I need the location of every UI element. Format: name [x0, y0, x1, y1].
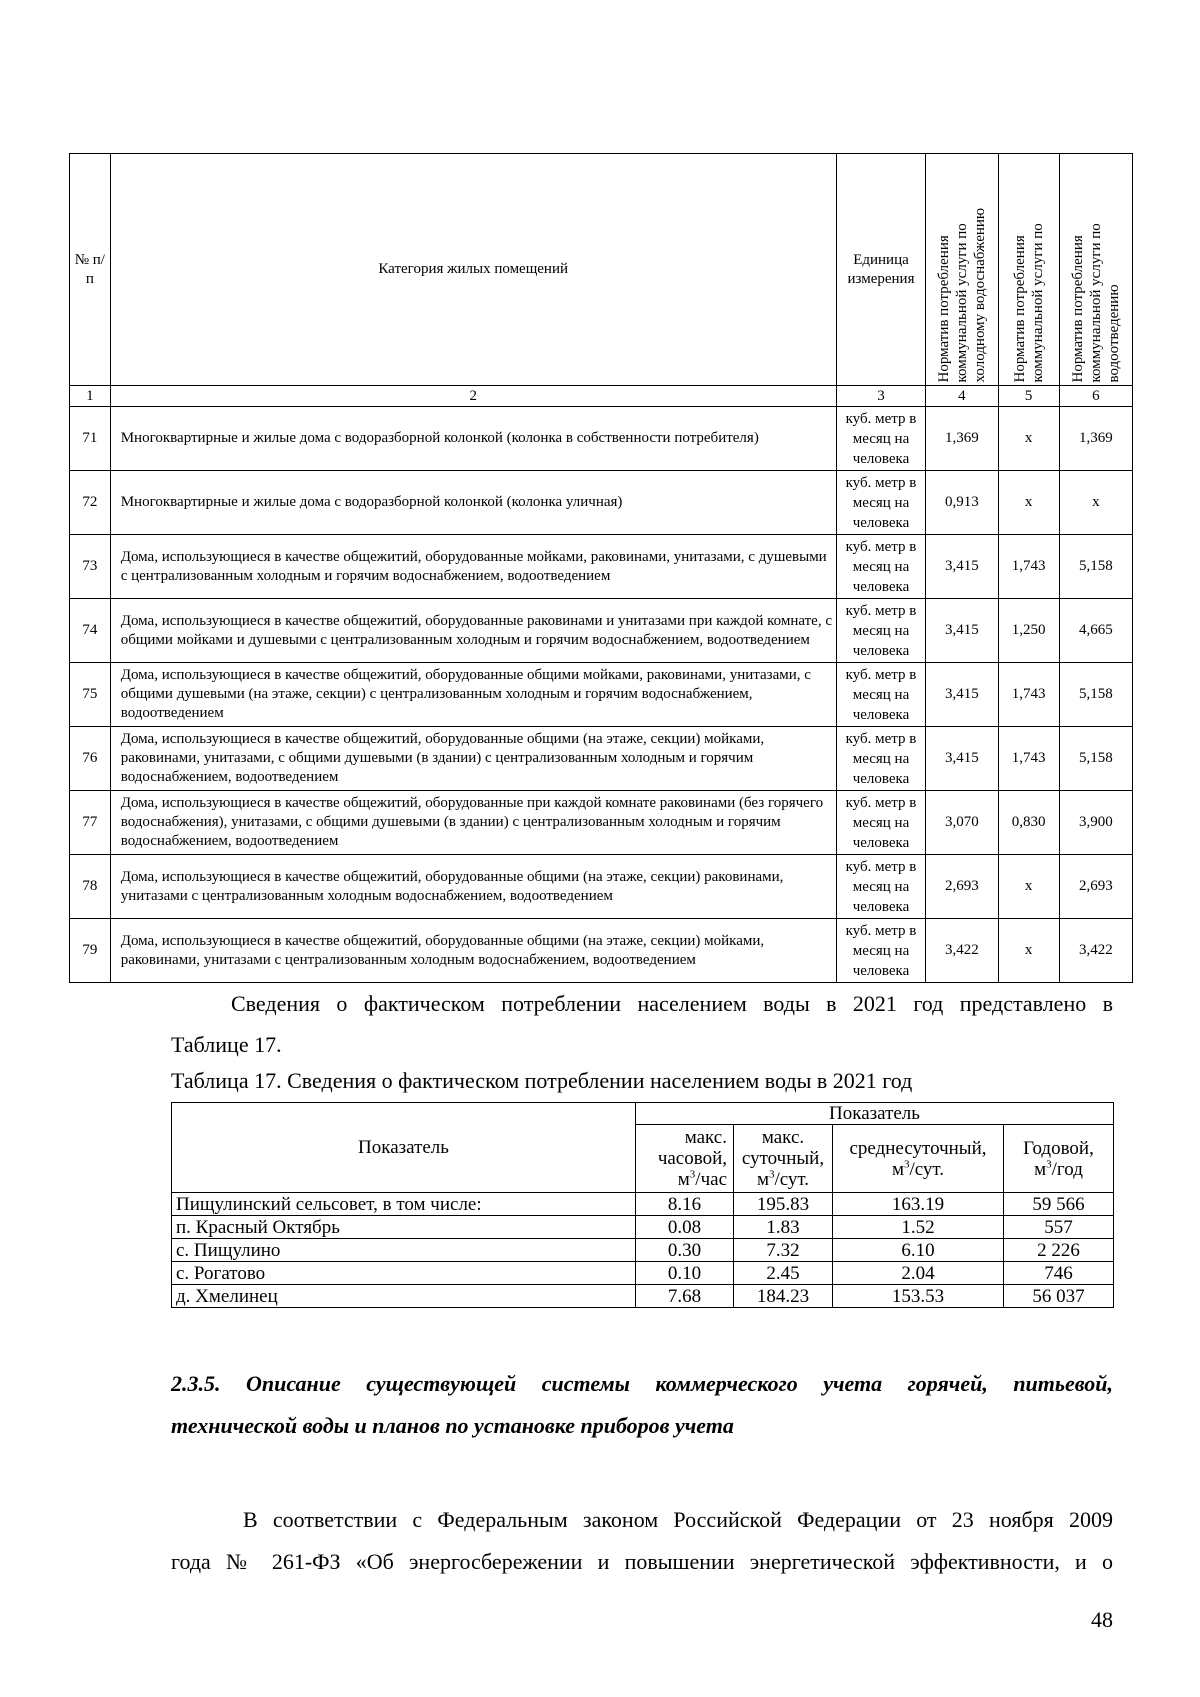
row-cold-water: 1,369: [926, 407, 998, 471]
header-hourly-exp: 3: [689, 1168, 696, 1181]
row-unit: куб. метр в месяц на человека: [836, 919, 926, 983]
row-hot-water: 1,743: [998, 663, 1059, 727]
row-unit: куб. метр в месяц на человека: [836, 471, 926, 535]
header-annual-per: /год: [1051, 1158, 1083, 1180]
norms-table-row: [70, 663, 1133, 727]
row-name: с. Пищулино: [172, 1239, 636, 1262]
row-category: Дома, использующиеся в качестве общежитий, оборудованные общими (на этаже, секции) мойками, раковинами, унитазами с централизованным холодным водоснабжением, водоотведением: [110, 919, 836, 983]
row-hourly: 8.16: [636, 1193, 734, 1216]
header-daily-max-per: /сут.: [774, 1169, 810, 1190]
header-daily-avg-per: /сут.: [909, 1158, 945, 1180]
norms-table-row: [70, 407, 1133, 471]
header-daily-max-label: макс. суточный,: [741, 1127, 825, 1169]
row-hot-water: 1,743: [998, 535, 1059, 599]
consumption-table-row: [172, 1262, 1114, 1285]
row-cold-water: 0,913: [926, 471, 998, 535]
header-cold-water-text: Норматив потребления коммунальной услуги по холодному водоснабжению: [935, 207, 988, 382]
row-category: Дома, использующиеся в качестве общежитий, оборудованные при каждой комнате раковинами (без горячего водоснабжения), унитазами, с общими душевыми (в здании) с централизованным холодным и горячим водоснабжением, водоотведением: [110, 791, 836, 855]
row-daily-max: 184.23: [734, 1285, 833, 1308]
header-daily-avg-exp: 3: [903, 1158, 910, 1171]
header-hourly-per: /час: [695, 1169, 727, 1190]
consumption-header-row: [172, 1103, 1114, 1125]
column-number: 4: [926, 386, 998, 407]
header-daily-avg: [833, 1125, 1004, 1193]
header-hourly-label: макс. часовой,: [657, 1127, 727, 1169]
section-heading-line2: технической воды и планов по установке приборов учета: [171, 1413, 734, 1438]
table17-caption: Таблица 17. Сведения о фактическом потреблении населением воды в 2021 год: [171, 1068, 913, 1093]
body-text-line2: года № 261-ФЗ «Об энергосбережении и повышении энергетической эффективности, и о: [171, 1549, 1113, 1574]
row-hot-water: 1,250: [998, 599, 1059, 663]
row-daily-avg: 153.53: [833, 1285, 1004, 1308]
header-daily-max-unit: м: [756, 1169, 769, 1190]
row-cold-water: 3,415: [926, 599, 998, 663]
row-hot-water: x: [998, 919, 1059, 983]
row-hourly: 0.30: [636, 1239, 734, 1262]
row-category: Дома, использующиеся в качестве общежитий, оборудованные раковинами и унитазами при каждой комнате, с общими мойками и душевыми с централизованным холодным и горячим водоснабжением, водоотведением: [110, 599, 836, 663]
header-hot-water: [998, 154, 1059, 386]
row-name: Пищулинский сельсовет, в том числе:: [172, 1193, 636, 1216]
header-num: № п/п: [70, 154, 111, 386]
row-drainage: 2,693: [1059, 855, 1132, 919]
row-annual: 557: [1004, 1216, 1114, 1239]
header-cold-water: [926, 154, 998, 386]
norms-table-row: [70, 535, 1133, 599]
row-daily-avg: 163.19: [833, 1193, 1004, 1216]
norms-table: [69, 153, 1133, 983]
row-daily-avg: 2.04: [833, 1262, 1004, 1285]
consumption-table: [171, 1102, 1114, 1308]
header-indicator-group: Показатель: [636, 1103, 1114, 1125]
row-number: 77: [70, 791, 111, 855]
row-unit: куб. метр в месяц на человека: [836, 791, 926, 855]
row-hourly: 0.10: [636, 1262, 734, 1285]
column-number: 3: [836, 386, 926, 407]
norms-table-row: [70, 919, 1133, 983]
header-annual: [1004, 1125, 1114, 1193]
row-hourly: 0.08: [636, 1216, 734, 1239]
column-number: 2: [110, 386, 836, 407]
header-category: Категория жилых помещений: [110, 154, 836, 386]
intro-text-line1: Сведения о фактическом потреблении населением воды в 2021 год представлено в: [231, 991, 1113, 1016]
column-number-row: [70, 386, 1133, 407]
header-drainage: [1059, 154, 1132, 386]
norms-table-row: [70, 727, 1133, 791]
row-drainage: 5,158: [1059, 535, 1132, 599]
row-category: Дома, использующиеся в качестве общежитий, оборудованные общими (на этаже, секции) раковинами, унитазами с централизованным холодным водоснабжением, водоотведением: [110, 855, 836, 919]
row-unit: куб. метр в месяц на человека: [836, 663, 926, 727]
header-unit: Единица измерения: [836, 154, 926, 386]
header-hot-water-text: Норматив потребления коммунальной услуги по: [1011, 222, 1046, 382]
header-annual-unit: м: [1034, 1158, 1047, 1180]
row-unit: куб. метр в месяц на человека: [836, 855, 926, 919]
row-number: 71: [70, 407, 111, 471]
row-annual: 59 566: [1004, 1193, 1114, 1216]
row-cold-water: 3,415: [926, 727, 998, 791]
consumption-table-row: [172, 1285, 1114, 1308]
row-unit: куб. метр в месяц на человека: [836, 727, 926, 791]
row-category: Дома, использующиеся в качестве общежитий, оборудованные общими (на этаже, секции) мойками, раковинами, унитазами, с общими душевыми (в здании) с централизованным холодным и горячим водоснабжением, водоотведением: [110, 727, 836, 791]
row-drainage: 3,900: [1059, 791, 1132, 855]
row-unit: куб. метр в месяц на человека: [836, 535, 926, 599]
row-drainage: 1,369: [1059, 407, 1132, 471]
header-daily-avg-label: среднесуточный,: [849, 1137, 987, 1159]
norms-table-row: [70, 471, 1133, 535]
header-drainage-text: Норматив потребления коммунальной услуги по водоотведению: [1069, 222, 1122, 382]
row-daily-avg: 6.10: [833, 1239, 1004, 1262]
row-drainage: 5,158: [1059, 727, 1132, 791]
intro-text-line2: Таблице 17.: [171, 1032, 282, 1057]
row-number: 79: [70, 919, 111, 983]
consumption-table-row: [172, 1239, 1114, 1262]
row-cold-water: 2,693: [926, 855, 998, 919]
row-hot-water: 0,830: [998, 791, 1059, 855]
consumption-table-row: [172, 1193, 1114, 1216]
header-hourly-unit: м: [677, 1169, 690, 1190]
row-unit: куб. метр в месяц на человека: [836, 599, 926, 663]
row-category: Многоквартирные и жилые дома с водоразборной колонкой (колонка в собственности потребителя): [110, 407, 836, 471]
header-daily-max-exp: 3: [768, 1168, 775, 1181]
row-hot-water: x: [998, 407, 1059, 471]
page-number: 48: [1091, 1607, 1113, 1632]
row-hot-water: 1,743: [998, 727, 1059, 791]
header-daily-avg-unit: м: [891, 1158, 904, 1180]
row-category: Дома, использующиеся в качестве общежитий, оборудованные мойками, раковинами, унитазами, с душевыми с централизованным холодным и горячим водоснабжением, водоотведением: [110, 535, 836, 599]
row-cold-water: 3,415: [926, 663, 998, 727]
row-cold-water: 3,070: [926, 791, 998, 855]
row-number: 75: [70, 663, 111, 727]
row-daily-max: 1.83: [734, 1216, 833, 1239]
header-daily-max: [734, 1125, 833, 1193]
header-hourly: [636, 1125, 734, 1193]
row-hot-water: x: [998, 471, 1059, 535]
body-text-line1: В соответствии с Федеральным законом Российской Федерации от 23 ноября 2009: [243, 1507, 1113, 1532]
row-hot-water: x: [998, 855, 1059, 919]
norms-header-row: [70, 154, 1133, 386]
row-cold-water: 3,415: [926, 535, 998, 599]
row-hourly: 7.68: [636, 1285, 734, 1308]
row-unit: куб. метр в месяц на человека: [836, 407, 926, 471]
row-name: д. Хмелинец: [172, 1285, 636, 1308]
row-drainage: 5,158: [1059, 663, 1132, 727]
header-indicator: Показатель: [172, 1103, 636, 1193]
row-drainage: 3,422: [1059, 919, 1132, 983]
column-number: 5: [998, 386, 1059, 407]
norms-table-row: [70, 855, 1133, 919]
row-category: Дома, использующиеся в качестве общежитий, оборудованные общими мойками, раковинами, унитазами, с общими душевыми (на этаже, секции) с централизованным холодным и горячим водоснабжением, водоотведением: [110, 663, 836, 727]
column-number: 1: [70, 386, 111, 407]
row-daily-max: 195.83: [734, 1193, 833, 1216]
row-number: 74: [70, 599, 111, 663]
row-number: 73: [70, 535, 111, 599]
section-heading-line1: 2.3.5. Описание существующей системы коммерческого учета горячей, питьевой,: [171, 1371, 1113, 1396]
row-category: Многоквартирные и жилые дома с водоразборной колонкой (колонка уличная): [110, 471, 836, 535]
row-name: п. Красный Октябрь: [172, 1216, 636, 1239]
row-daily-max: 7.32: [734, 1239, 833, 1262]
row-drainage: x: [1059, 471, 1132, 535]
row-annual: 56 037: [1004, 1285, 1114, 1308]
row-name: с. Рогатово: [172, 1262, 636, 1285]
row-number: 78: [70, 855, 111, 919]
row-cold-water: 3,422: [926, 919, 998, 983]
header-annual-label: Годовой,: [1023, 1137, 1094, 1159]
row-daily-max: 2.45: [734, 1262, 833, 1285]
consumption-table-row: [172, 1216, 1114, 1239]
row-drainage: 4,665: [1059, 599, 1132, 663]
row-number: 72: [70, 471, 111, 535]
row-annual: 746: [1004, 1262, 1114, 1285]
row-number: 76: [70, 727, 111, 791]
header-annual-exp: 3: [1046, 1158, 1052, 1171]
norms-table-row: [70, 599, 1133, 663]
row-annual: 2 226: [1004, 1239, 1114, 1262]
norms-table-row: [70, 791, 1133, 855]
column-number: 6: [1059, 386, 1132, 407]
row-daily-avg: 1.52: [833, 1216, 1004, 1239]
